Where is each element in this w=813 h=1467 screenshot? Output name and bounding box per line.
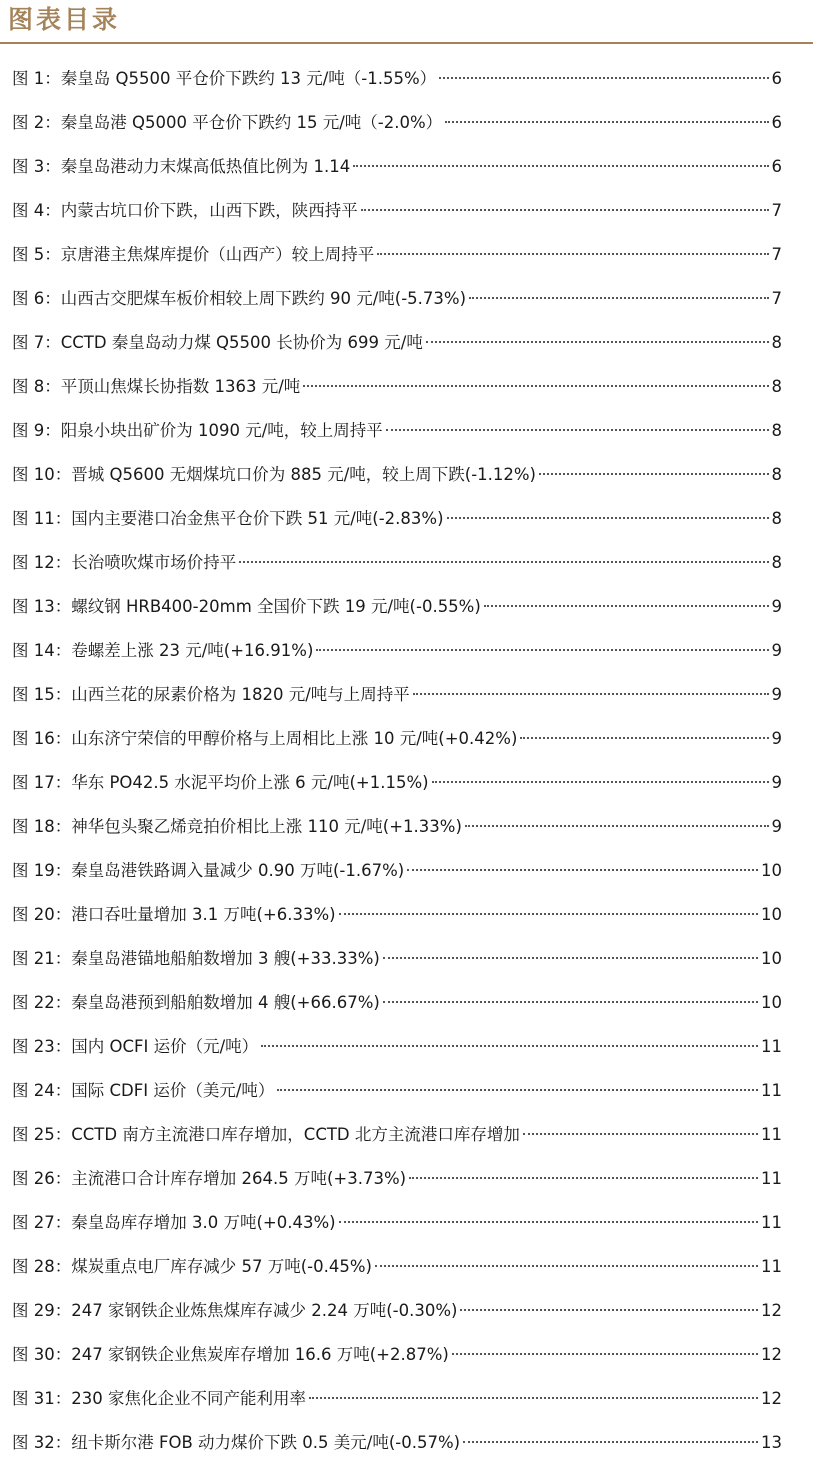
toc-entry[interactable] — [12, 409, 782, 453]
entry-page-number[interactable]: 7 — [771, 201, 782, 220]
dot-leader — [386, 429, 769, 431]
entry-page-number[interactable]: 6 — [771, 69, 782, 88]
toc-entry[interactable] — [12, 57, 782, 101]
entry-page-number[interactable]: 8 — [771, 333, 782, 352]
entry-label[interactable]: 图 19：秦皇岛港铁路调入量减少 0.90 万吨(-1.67%) — [12, 861, 405, 880]
entry-page-number[interactable]: 11 — [761, 1081, 782, 1100]
toc-entry[interactable] — [12, 981, 782, 1025]
entry-label[interactable]: 图 23：国内 OCFI 运价（元/吨） — [12, 1037, 259, 1056]
entry-label[interactable]: 图 27：秦皇岛库存增加 3.0 万吨(+0.43%) — [12, 1213, 336, 1232]
entry-label[interactable]: 图 15：山西兰花的尿素价格为 1820 元/吨与上周持平 — [12, 685, 410, 704]
entry-label[interactable]: 图 12：长治喷吹煤市场价持平 — [12, 553, 237, 572]
entry-label[interactable]: 图 8：平顶山焦煤长协指数 1363 元/吨 — [12, 377, 301, 396]
dot-leader — [520, 737, 768, 739]
entry-page-number[interactable]: 9 — [771, 773, 782, 792]
entry-label[interactable]: 图 2：秦皇岛港 Q5000 平仓价下跌约 15 元/吨（-2.0%） — [12, 113, 443, 132]
toc-entry[interactable] — [12, 585, 782, 629]
entry-label[interactable]: 图 16：山东济宁荣信的甲醇价格与上周相比上涨 10 元/吨(+0.42%) — [12, 729, 518, 748]
entry-page-number[interactable]: 10 — [761, 905, 782, 924]
dot-leader — [339, 913, 758, 915]
entry-page-number[interactable]: 6 — [771, 157, 782, 176]
toc-entry[interactable] — [12, 1245, 782, 1289]
entry-page-number[interactable]: 12 — [761, 1301, 782, 1320]
entry-label[interactable]: 图 25：CCTD 南方主流港口库存增加，CCTD 北方主流港口库存增加 — [12, 1125, 520, 1144]
entry-label[interactable]: 图 28：煤炭重点电厂库存减少 57 万吨(-0.45%) — [12, 1257, 372, 1276]
entry-label[interactable]: 图 24：国际 CDFI 运价（美元/吨） — [12, 1081, 275, 1100]
dot-leader — [445, 121, 768, 123]
entry-page-number[interactable]: 7 — [771, 289, 782, 308]
entry-page-number[interactable]: 9 — [771, 817, 782, 836]
entry-label[interactable]: 图 4：内蒙古坑口价下跌，山西下跌，陕西持平 — [12, 201, 358, 220]
entry-page-number[interactable]: 9 — [771, 685, 782, 704]
dot-leader — [439, 77, 768, 79]
entry-page-number[interactable]: 13 — [761, 1433, 782, 1452]
entry-page-number[interactable]: 11 — [761, 1037, 782, 1056]
toc-entry[interactable] — [12, 893, 782, 937]
entry-label[interactable]: 图 31：230 家焦化企业不同产能利用率 — [12, 1389, 306, 1408]
entry-page-number[interactable]: 9 — [771, 597, 782, 616]
entry-page-number[interactable]: 8 — [771, 377, 782, 396]
dot-leader — [361, 209, 769, 211]
entry-label[interactable]: 图 7：CCTD 秦皇岛动力煤 Q5500 长协价为 699 元/吨 — [12, 333, 423, 352]
entry-label[interactable]: 图 1：秦皇岛 Q5500 平仓价下跌约 13 元/吨（-1.55%） — [12, 69, 437, 88]
dot-leader — [375, 1265, 758, 1267]
title-divider — [0, 42, 813, 44]
entry-page-number[interactable]: 7 — [771, 245, 782, 264]
dot-leader — [447, 517, 769, 519]
dot-leader — [261, 1045, 758, 1047]
entry-page-number[interactable]: 11 — [761, 1169, 782, 1188]
entry-page-number[interactable]: 10 — [761, 949, 782, 968]
dot-leader — [465, 825, 769, 827]
dot-leader — [353, 165, 768, 167]
dot-leader — [463, 1441, 758, 1443]
toc-entry[interactable] — [12, 805, 782, 849]
toc-entry[interactable] — [12, 937, 782, 981]
entry-label[interactable]: 图 11：国内主要港口冶金焦平仓价下跌 51 元/吨(-2.83%) — [12, 509, 444, 528]
toc-entry[interactable] — [12, 497, 782, 541]
dot-leader — [277, 1089, 758, 1091]
entry-label[interactable]: 图 22：秦皇岛港预到船舶数增加 4 艘(+66.67%) — [12, 993, 380, 1012]
entry-page-number[interactable]: 8 — [771, 421, 782, 440]
entry-label[interactable]: 图 32：纽卡斯尔港 FOB 动力煤价下跌 0.5 美元/吨(-0.57%) — [12, 1433, 461, 1452]
entry-label[interactable]: 图 26：主流港口合计库存增加 264.5 万吨(+3.73%) — [12, 1169, 407, 1188]
entry-page-number[interactable]: 6 — [771, 113, 782, 132]
entry-page-number[interactable]: 8 — [771, 509, 782, 528]
entry-label[interactable]: 图 14：卷螺差上涨 23 元/吨(+16.91%) — [12, 641, 314, 660]
dot-leader — [413, 693, 769, 695]
entry-label[interactable]: 图 5：京唐港主焦煤库提价（山西产）较上周持平 — [12, 245, 375, 264]
entry-label[interactable]: 图 9：阳泉小块出矿价为 1090 元/吨，较上周持平 — [12, 421, 383, 440]
entry-label[interactable]: 图 10：晋城 Q5600 无烟煤坑口价为 885 元/吨，较上周下跌(-1.12%) — [12, 465, 536, 484]
entry-label[interactable]: 图 6：山西古交肥煤车板价相较上周下跌约 90 元/吨(-5.73%) — [12, 289, 467, 308]
toc-entry[interactable] — [12, 365, 782, 409]
entry-label[interactable]: 图 20：港口吞吐量增加 3.1 万吨(+6.33%) — [12, 905, 336, 924]
toc-entry[interactable] — [12, 233, 782, 277]
toc-entry[interactable] — [12, 1201, 782, 1245]
entry-page-number[interactable]: 8 — [771, 553, 782, 572]
dot-leader — [339, 1221, 758, 1223]
dot-leader — [407, 869, 758, 871]
dot-leader — [469, 297, 768, 299]
toc-entry[interactable] — [12, 1377, 782, 1421]
entry-page-number[interactable]: 11 — [761, 1125, 782, 1144]
toc-entry[interactable] — [12, 673, 782, 717]
entry-label[interactable]: 图 29：247 家钢铁企业炼焦煤库存减少 2.24 万吨(-0.30%) — [12, 1301, 458, 1320]
entry-page-number[interactable]: 10 — [761, 993, 782, 1012]
entry-label[interactable]: 图 13：螺纹钢 HRB400-20mm 全国价下跌 19 元/吨(-0.55%) — [12, 597, 481, 616]
toc-entry[interactable] — [12, 1025, 782, 1069]
entry-page-number[interactable]: 11 — [761, 1257, 782, 1276]
dot-leader — [460, 1309, 758, 1311]
toc-entry[interactable] — [12, 453, 782, 497]
dot-leader — [316, 649, 768, 651]
toc-entry[interactable] — [12, 1069, 782, 1113]
entry-label[interactable]: 图 17：华东 PO42.5 水泥平均价上涨 6 元/吨(+1.15%) — [12, 773, 429, 792]
entry-label[interactable]: 图 18：神华包头聚乙烯竞拍价相比上涨 110 元/吨(+1.33%) — [12, 817, 462, 836]
dot-leader — [383, 957, 758, 959]
toc-entry[interactable] — [12, 541, 782, 585]
entry-page-number[interactable]: 12 — [761, 1345, 782, 1364]
dot-leader — [539, 473, 769, 475]
toc-entry[interactable] — [12, 321, 782, 365]
entry-page-number[interactable]: 9 — [771, 641, 782, 660]
dot-leader — [303, 385, 768, 387]
toc-entry[interactable] — [12, 1333, 782, 1377]
toc-entry[interactable] — [12, 101, 782, 145]
toc-entry[interactable] — [12, 277, 782, 321]
toc-entry[interactable] — [12, 629, 782, 673]
entry-label[interactable]: 图 30：247 家钢铁企业焦炭库存增加 16.6 万吨(+2.87%) — [12, 1345, 449, 1364]
toc-entry[interactable] — [12, 1289, 782, 1333]
entry-page-number[interactable]: 12 — [761, 1389, 782, 1408]
dot-leader — [309, 1397, 758, 1399]
dot-leader — [377, 253, 768, 255]
entry-label[interactable]: 图 3：秦皇岛港动力末煤高低热值比例为 1.14 — [12, 157, 351, 176]
dot-leader — [426, 341, 769, 343]
dot-leader — [383, 1001, 758, 1003]
toc-entry[interactable] — [12, 1157, 782, 1201]
entry-page-number[interactable]: 10 — [761, 861, 782, 880]
toc-entry[interactable] — [12, 849, 782, 893]
toc-entry[interactable] — [12, 1421, 782, 1465]
entry-page-number[interactable]: 11 — [761, 1213, 782, 1232]
figure-list — [12, 57, 782, 1465]
dot-leader — [484, 605, 769, 607]
toc-entry[interactable] — [12, 189, 782, 233]
toc-entry[interactable] — [12, 145, 782, 189]
dot-leader — [523, 1133, 758, 1135]
entry-page-number[interactable]: 8 — [771, 465, 782, 484]
entry-label[interactable]: 图 21：秦皇岛港锚地船舶数增加 3 艘(+33.33%) — [12, 949, 380, 968]
toc-entry[interactable] — [12, 761, 782, 805]
toc-entry[interactable] — [12, 717, 782, 761]
entry-page-number[interactable]: 9 — [771, 729, 782, 748]
dot-leader — [452, 1353, 758, 1355]
dot-leader — [239, 561, 768, 563]
toc-title: 图表目录 — [8, 5, 121, 34]
dot-leader — [409, 1177, 758, 1179]
dot-leader — [432, 781, 769, 783]
toc-entry[interactable] — [12, 1113, 782, 1157]
